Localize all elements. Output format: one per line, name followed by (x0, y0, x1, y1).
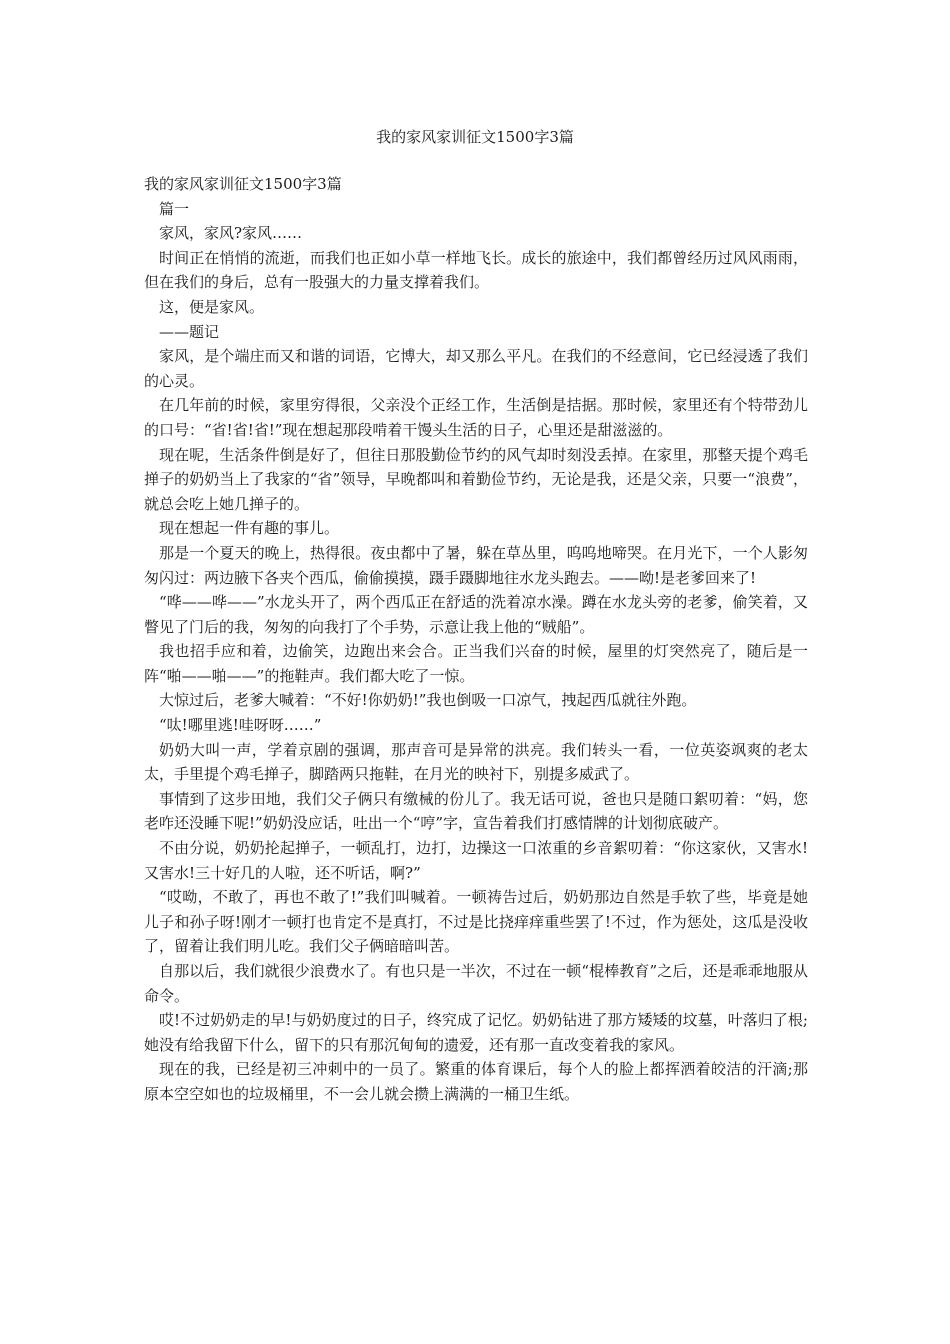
paragraph: “哗——哗——”水龙头开了，两个西瓜正在舒适的洗着凉水澡。蹲在水龙头旁的老爹，偷笑着，又瞥见了门后的我，匆匆的向我打了个手势，示意让我上他的“贼船”。 (144, 593, 808, 636)
paragraph: 这，便是家风。 (159, 297, 265, 316)
paragraph: “呔!哪里逃!哇呀呀……” (159, 716, 322, 735)
paragraph: “哎呦，不敢了，再也不敢了!”我们叫喊着。一顿祷告过后，奶奶那边自然是手软了些，毕竟是她儿子和孙子呀!刚才一顿打也肯定不是真打，不过是比挠痒痒重些罢了!不过，作为惩处，这瓜是没收了，留着让我们明儿吃。我们父子俩暗暗叫苦。 (144, 888, 808, 956)
paragraph: 家风，是个端庄而又和谐的词语，它博大，却又那么平凡。在我们的不经意间，它已经浸透了我们的心灵。 (144, 347, 808, 390)
paragraph: 事情到了这步田地，我们父子俩只有缴械的份儿了。我无话可说，爸也只是随口絮叨着：“妈，您老咋还没睡下呢!”奶奶没应话，吐出一个“哼”字，宣告着我们打感情牌的计划彻底破产。 (144, 789, 808, 833)
paragraph: 大惊过后，老爹大喊着：“不好!你奶奶!”我也倒吸一口凉气，拽起西瓜就往外跑。 (159, 691, 697, 710)
document-title: 我的家风家训征文1500字3篇 (376, 128, 574, 146)
paragraph: 不由分说，奶奶抡起掸子，一顿乱打，边打，边操这一口浓重的乡音絮叨着：“你这家伙，又害水!又害水!三十好几的人啦，还不听话，啊?” (144, 839, 808, 882)
paragraph: 现在呢，生活条件倒是好了，但往日那股勤俭节约的风气却时刻没丢掉。在家里，那整天提个鸡毛掸子的奶奶当上了我家的“省”领导，早晚都叫和着勤俭节约，无论是我，还是父亲，只要一“浪费”，就总会吃上她几掸子的。 (144, 445, 808, 513)
document-subtitle: 我的家风家训征文1500字3篇 (144, 175, 342, 193)
paragraph: 时间正在悄悄的流逝，而我们也正如小草一样地飞长。成长的旅途中，我们都曾经历过风风雨雨，但在我们的身后，总有一股强大的力量支撑着我们。 (144, 248, 808, 292)
document-body (144, 172, 808, 1107)
section-heading: 篇一 (159, 199, 190, 218)
paragraph: 我也招手应和着，边偷笑，边跑出来会合。正当我们兴奋的时候，屋里的灯突然亮了，随后是一阵“啪——啪——”的拖鞋声。我们都大吃了一惊。 (144, 642, 808, 685)
paragraph: 哎!不过奶奶走的早!与奶奶度过的日子，终究成了记忆。奶奶钻进了那方矮矮的坟墓，叶落归了根;她没有给我留下什么，留下的只有那沉甸甸的遗爱，还有那一直改变着我的家风。 (144, 1011, 808, 1054)
paragraph: 那是一个夏天的晚上，热得很。夜虫都中了暑，躲在草丛里，呜呜地啼哭。在月光下，一个人影匆匆闪过：两边腋下各夹个西瓜，偷偷摸摸，蹑手蹑脚地往水龙头跑去。——呦!是老爹回来了! (144, 543, 808, 587)
paragraph: 现在想起一件有趣的事儿。 (159, 519, 340, 538)
paragraph: 在几年前的时候，家里穷得很，父亲没个正经工作，生活倒是拮据。那时候，家里还有个特带劲儿的口号：“省!省!省!”现在想起那段啃着干馒头生活的日子，心里还是甜滋滋的。 (144, 396, 808, 439)
paragraph: 家风，家风?家风…… (159, 224, 303, 243)
epigraph-attribution: ——题记 (159, 322, 220, 341)
paragraph: 自那以后，我们就很少浪费水了。有也只是一半次，不过在一顿“棍棒教育”之后，还是乖乖地服从命令。 (144, 962, 808, 1005)
paragraph: 奶奶大叫一声，学着京剧的强调，那声音可是异常的洪亮。我们转头一看，一位英姿飒爽的老太太，手里提个鸡毛掸子，脚踏两只拖鞋，在月光的映衬下，别提多威武了。 (144, 740, 808, 784)
paragraph: 现在的我，已经是初三冲刺中的一员了。繁重的体育课后，每个人的脸上都挥洒着皎洁的汗滴;那原本空空如也的垃圾桶里，不一会儿就会攒上满满的一桶卫生纸。 (144, 1060, 808, 1103)
